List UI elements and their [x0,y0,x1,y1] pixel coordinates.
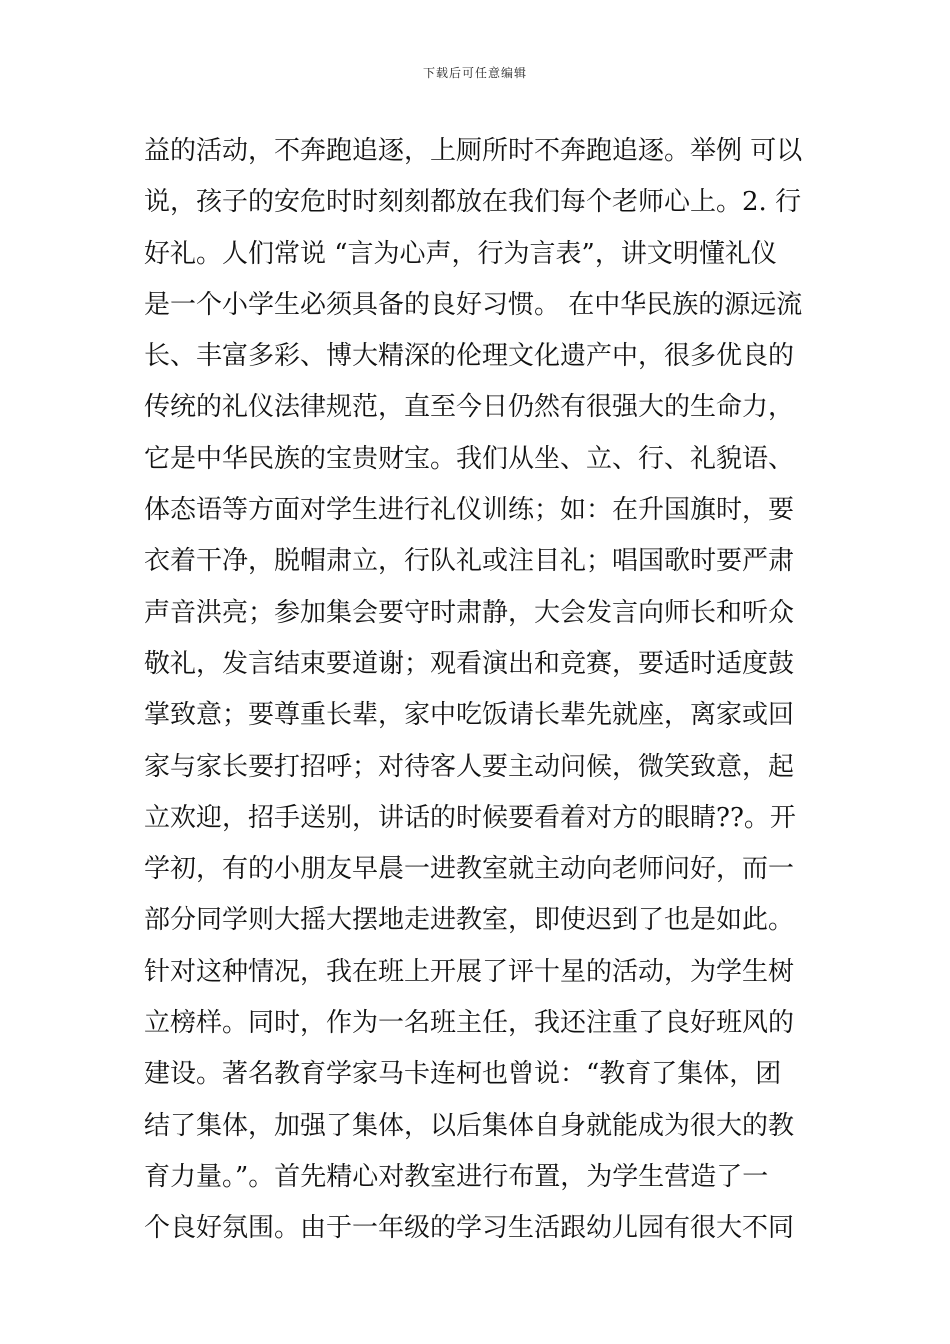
text-line: 声音洪亮；参加集会要守时肃静，大会发言向师长和听众 [144,597,795,628]
text-line: 体态语等方面对学生进行礼仪训练；如：在升国旗时，要 [144,495,795,526]
text-line: 传统的礼仪法律规范，直至今日仍然有很强大的生命力， [144,392,795,423]
text-line: 益的活动，不奔跑追逐，上厕所时不奔跑追逐。举例 可以 [144,136,803,166]
text-line: 结了集体，加强了集体，以后集体自身就能成为很大的教 [144,1110,795,1141]
text-line: 建设。著名教育学家马卡连柯也曾说：“教育了集体，团 [144,1059,782,1090]
text-line: 学初，有的小朋友早晨一进教室就主动向老师问好，而一 [144,854,795,885]
text-line: 育力量。”。首先精心对教室进行布置，为学生营造了一 [144,1161,769,1192]
text-line: 衣着干净，脱帽肃立，行队礼或注目礼；唱国歌时要严肃 [144,546,795,577]
text-line: 个良好氛围。由于一年级的学习生活跟幼儿园有很大不同 [144,1213,795,1244]
page-header: 下载后可任意编辑 [422,66,527,80]
text-line: 它是中华民族的宝贵财宝。我们从坐、立、行、礼貌语、 [144,443,795,474]
text-line: 部分同学则大摇大摆地走进教室，即使迟到了也是如此。 [144,905,795,936]
text-line: 立欢迎，招手送别，讲话的时候要看着对方的眼睛??。开 [144,802,796,833]
text-line: 说，孩子的安危时时刻刻都放在我们每个老师心上。2. 行 [144,187,802,218]
text-line: 是一个小学生必须具备的良好习惯。 在中华民族的源远流 [144,289,803,320]
text-line: 针对这种情况，我在班上开展了评十星的活动，为学生树 [144,956,795,987]
text-line: 长、丰富多彩、博大精深的伦理文化遗产中，很多优良的 [144,341,795,372]
text-line: 立榜样。同时，作为一名班主任，我还注重了良好班风的 [144,1008,795,1039]
text-line: 掌致意；要尊重长辈，家中吃饭请长辈先就座，离家或回 [144,700,795,731]
text-line: 敬礼，发言结束要道谢；观看演出和竞赛，要适时适度鼓 [144,648,795,679]
text-line: 好礼。人们常说 “言为心声，行为言表”，讲文明懂礼仪 [144,238,777,269]
text-line: 家与家长要打招呼；对待客人要主动问候，微笑致意，起 [144,751,795,782]
document-body [144,126,814,1255]
